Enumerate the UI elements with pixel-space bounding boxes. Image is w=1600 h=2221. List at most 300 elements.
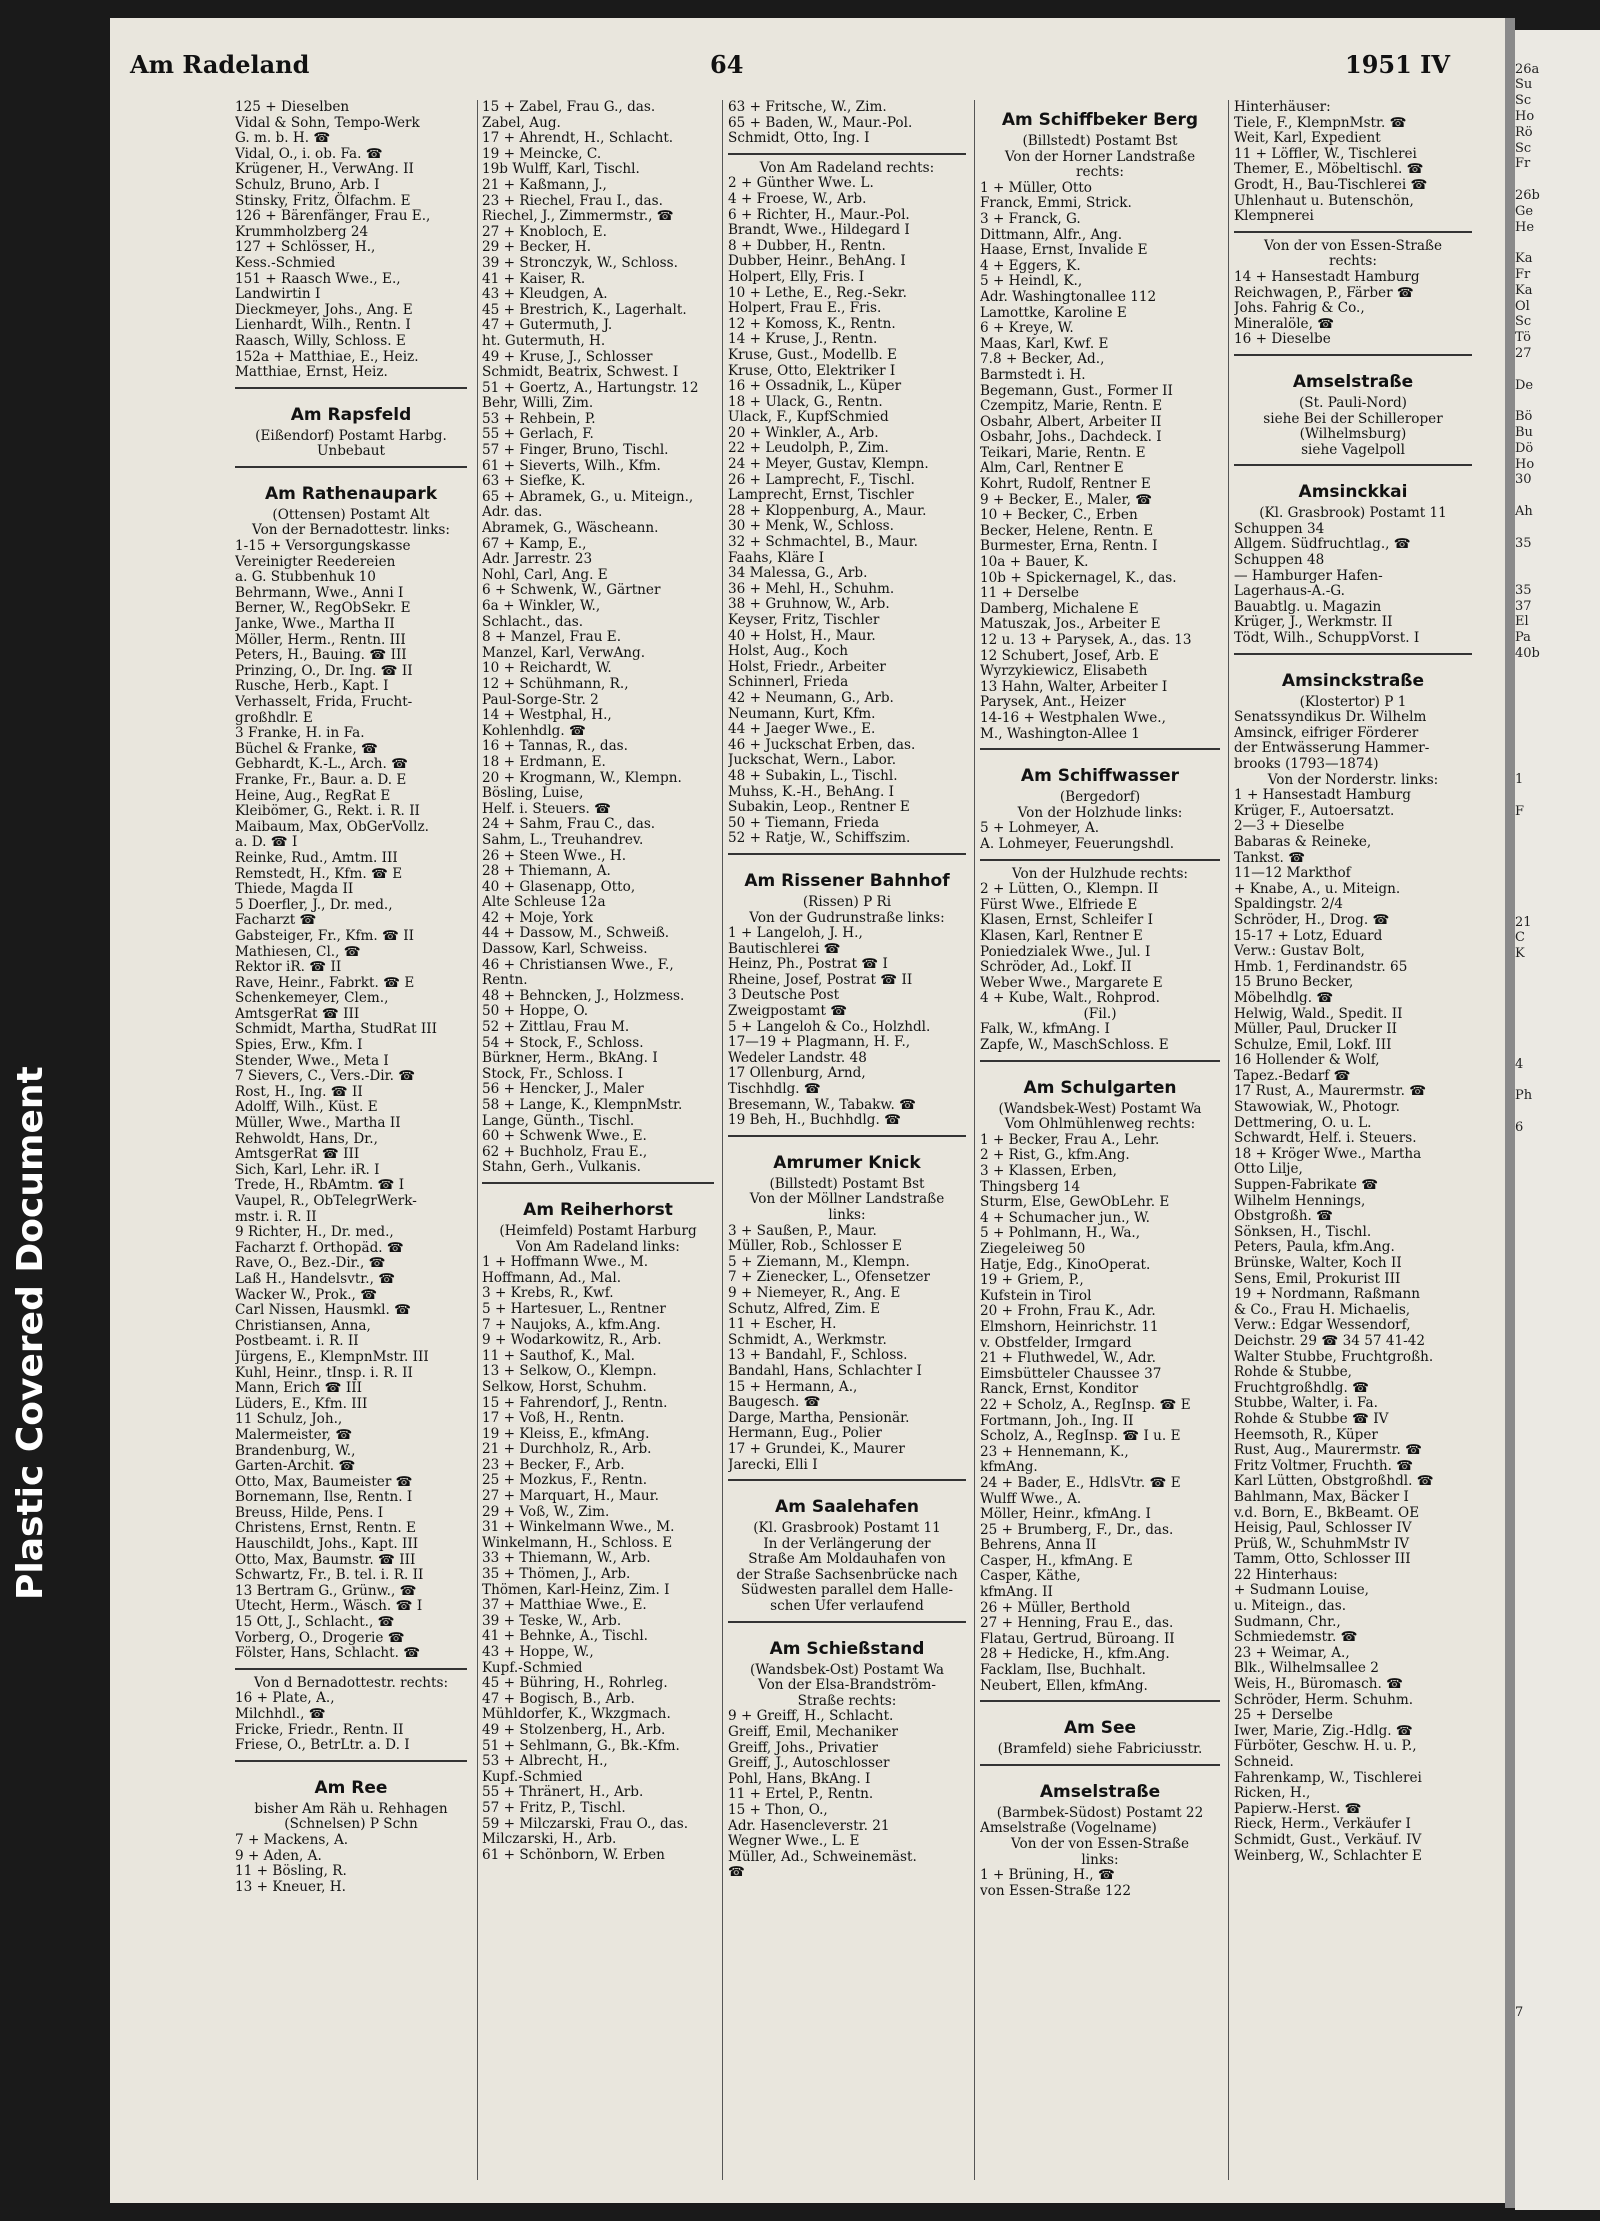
directory-entry: Muhss, K.-H., BehAng. I bbox=[728, 783, 894, 800]
directory-entry: Vaupel, R., ObTelegrWerk- bbox=[235, 1193, 417, 1209]
directory-entry: 22 Hinterhaus: bbox=[1234, 1566, 1338, 1583]
directory-entry: Schlacht., das. bbox=[482, 613, 584, 630]
adjacent-page-text: 35 bbox=[1515, 582, 1532, 598]
directory-entry: 19 + Nordmann, Raßmann bbox=[1234, 1286, 1420, 1303]
directory-entry: Rehwoldt, Hans, Dr., bbox=[235, 1130, 378, 1147]
directory-entry: Alm, Carl, Rentner E bbox=[980, 460, 1124, 477]
directory-entry: 14 + Westphal, H., bbox=[482, 707, 612, 724]
directory-entry: 49 + Stolzenberg, H., Arb. bbox=[482, 1721, 666, 1738]
directory-entry: Laß H., Handelsvtr., ☎ bbox=[235, 1270, 396, 1287]
street-note: (Bramfeld) siehe Fabriciusstr. bbox=[997, 1741, 1203, 1758]
directory-entry: Postbeamt. i. R. II bbox=[235, 1333, 359, 1350]
street-note: In der Verlängerung der bbox=[763, 1535, 931, 1552]
directory-entry: Schneid. bbox=[1234, 1754, 1294, 1770]
directory-entry: Friese, O., BetrLtr. a. D. I bbox=[235, 1737, 410, 1754]
directory-entry: 11 + Sauthof, K., Mal. bbox=[482, 1347, 635, 1364]
directory-entry: 125 + Dieselben bbox=[235, 100, 350, 115]
directory-entry: Möller, Herm., Rentn. III bbox=[235, 631, 406, 648]
street-heading: Amsinckstraße bbox=[1281, 670, 1425, 691]
directory-entry: Faahs, Kläre I bbox=[728, 549, 824, 566]
directory-entry: 41 + Kaiser, R. bbox=[482, 270, 586, 287]
adjacent-page-text bbox=[1515, 1167, 1600, 1183]
directory-entry: brooks (1793—1874) bbox=[1234, 756, 1379, 772]
directory-entry: Tiele, F., KlempnMstr. ☎ bbox=[1234, 114, 1407, 131]
directory-entry: Lagerhaus-A.-G. bbox=[1234, 583, 1345, 600]
directory-entry: Kess.-Schmied bbox=[235, 254, 336, 271]
directory-entry: 11 + Bösling, R. bbox=[235, 1863, 347, 1880]
directory-entry: 10b + Spickernagel, K., das. bbox=[980, 569, 1177, 586]
directory-entry: 44 + Dassow, M., Schweiß. bbox=[482, 925, 670, 942]
directory-entry: Mineralöle, ☎ bbox=[1234, 315, 1335, 332]
directory-entry: 10 + Reichardt, W. bbox=[482, 660, 612, 677]
adjacent-page-text bbox=[1515, 1278, 1600, 1294]
directory-entry: Prinzing, O., Dr. Ing. ☎ II bbox=[235, 662, 413, 679]
adjacent-page-text bbox=[1515, 1136, 1600, 1152]
directory-entry: Adr. Washingtonallee 112 bbox=[980, 288, 1157, 305]
directory-entry: Garten-Archit. ☎ bbox=[235, 1458, 356, 1475]
directory-entry: Fürböter, Geschw. H. u. P., bbox=[1234, 1738, 1417, 1755]
directory-entry: Falk, W., kfmAng. I bbox=[980, 1021, 1110, 1038]
adjacent-page-text: Ge bbox=[1515, 203, 1534, 219]
directory-entry: Fölster, Hans, Schlacht. ☎ bbox=[235, 1645, 421, 1662]
directory-entry: 27 + Henning, Frau E., das. bbox=[980, 1615, 1174, 1632]
directory-entry: 21 + Fluthwedel, W., Adr. bbox=[980, 1350, 1156, 1367]
directory-entry: 34 Malessa, G., Arb. bbox=[728, 565, 868, 582]
directory-entry: Bürkner, Herm., BkAng. I bbox=[482, 1050, 658, 1067]
directory-entry: Behr, Willi, Zim. bbox=[482, 395, 594, 412]
directory-entry: 45 + Brestrich, K., Lagerhalt. bbox=[482, 301, 687, 318]
directory-entry: 43 + Hoppe, W., bbox=[482, 1644, 594, 1660]
directory-entry: 26 + Steen Wwe., H. bbox=[482, 847, 627, 864]
directory-entry: + Knabe, A., u. Miteign. bbox=[1234, 880, 1401, 897]
directory-entry: Rektor iR. ☎ II bbox=[235, 959, 342, 976]
directory-entry: Ranck, Ernst, Konditor bbox=[980, 1381, 1139, 1398]
directory-entry: 15 Bruno Becker, bbox=[1234, 974, 1354, 991]
directory-entry: Deichstr. 29 ☎ 34 57 41-42 bbox=[1234, 1332, 1426, 1349]
directory-entry: Helwig, Wald., Spedit. II bbox=[1234, 1005, 1403, 1022]
directory-entry: 27 + Marquart, H., Maur. bbox=[482, 1488, 659, 1505]
directory-entry: 44 + Jaeger Wwe., E. bbox=[728, 721, 876, 738]
directory-entry: 9 + Niemeyer, R., Ang. E bbox=[728, 1284, 901, 1301]
section-divider bbox=[980, 748, 1220, 756]
adjacent-page-text bbox=[1515, 1815, 1600, 1831]
adjacent-page-text bbox=[1515, 1641, 1600, 1657]
adjacent-page-text: Ho bbox=[1515, 108, 1535, 124]
adjacent-page-text bbox=[1515, 867, 1600, 883]
directory-entry: Hinterhäuser: bbox=[1234, 100, 1331, 115]
directory-entry: Janke, Wwe., Martha II bbox=[235, 616, 395, 633]
directory-entry: von Essen-Straße 122 bbox=[980, 1882, 1131, 1899]
directory-entry: 15 Ott, J., Schlacht., ☎ bbox=[235, 1614, 395, 1631]
directory-entry: 13 + Selkow, O., Klempn. bbox=[482, 1363, 657, 1380]
street-note: (Kl. Grasbrook) Postamt 11 bbox=[753, 1520, 941, 1537]
directory-entry: 4 + Schumacher jun., W. bbox=[980, 1209, 1150, 1226]
directory-entry: 30 + Menk, W., Schloss. bbox=[728, 518, 894, 535]
directory-entry: Rust, Aug., Maurermstr. ☎ bbox=[1234, 1442, 1423, 1459]
directory-entry: Sens, Emil, Prokurist III bbox=[1234, 1270, 1401, 1287]
directory-entry: Barmstedt i. H. bbox=[980, 366, 1086, 383]
directory-entry: 9 + Aden, A. bbox=[235, 1847, 322, 1864]
section-divider bbox=[728, 1621, 966, 1629]
directory-entry: 11 + Derselbe bbox=[980, 585, 1079, 602]
directory-entry: 47 + Bogisch, B., Arb. bbox=[482, 1690, 635, 1707]
adjacent-page-text bbox=[1515, 1468, 1600, 1484]
street-note: (Rissen) P Ri bbox=[802, 893, 892, 910]
directory-entry: Schwartz, Fr., B. tel. i. R. II bbox=[235, 1567, 424, 1584]
directory-entry: Hauschildt, Johs., Kapt. III bbox=[235, 1536, 419, 1553]
street-heading: Am Rissener Bahnhof bbox=[744, 870, 950, 891]
directory-entry: 52 + Zittlau, Frau M. bbox=[482, 1019, 630, 1036]
directory-entry: Rentn. bbox=[482, 972, 528, 989]
header-street-range: Am Radeland bbox=[130, 50, 310, 79]
adjacent-page-text: De bbox=[1515, 377, 1534, 393]
adjacent-page-text bbox=[1515, 1752, 1600, 1768]
directory-entry: Heine, Aug., RegRat E bbox=[235, 787, 391, 804]
directory-entry: Bandahl, Hans, Schlachter I bbox=[728, 1362, 922, 1379]
adjacent-page-text bbox=[1515, 235, 1600, 251]
adjacent-page-text bbox=[1515, 978, 1600, 994]
directory-entry: 21 + Kaßmann, J., bbox=[482, 176, 607, 193]
street-note: Straße Am Moldauhafen von bbox=[748, 1551, 946, 1568]
adjacent-page-text bbox=[1515, 1957, 1600, 1973]
directory-entry: Holpert, Elly, Fris. I bbox=[728, 268, 865, 285]
directory-entry: 1 + Hoffmann Wwe., M. bbox=[482, 1254, 649, 1271]
directory-entry: Rheine, Josef, Postrat ☎ II bbox=[728, 971, 913, 988]
directory-entry: 9 Richter, H., Dr. med., bbox=[235, 1224, 394, 1241]
directory-entry: 17 + Voß, H., Rentn. bbox=[482, 1410, 625, 1427]
street-note: Von Am Radeland links: bbox=[516, 1238, 680, 1255]
directory-entry: M., Washington-Allee 1 bbox=[980, 725, 1140, 742]
directory-entry: v.d. Born, E., BkBeamt. OE bbox=[1234, 1504, 1420, 1521]
directory-entry: Tamm, Otto, Schlosser III bbox=[1234, 1551, 1411, 1568]
directory-entry: 9 + Greiff, H., Schlacht. bbox=[728, 1708, 894, 1725]
directory-entry: 4 + Froese, W., Arb. bbox=[728, 190, 867, 207]
directory-entry: Flatau, Gertrud, Büroang. II bbox=[980, 1630, 1175, 1647]
section-divider bbox=[1234, 653, 1472, 661]
column-divider bbox=[722, 100, 723, 2180]
adjacent-page-text bbox=[1515, 1594, 1600, 1610]
directory-entry: Sturm, Else, GewObLehr. E bbox=[980, 1194, 1170, 1211]
directory-entry: Facklam, Ilse, Buchhalt. bbox=[980, 1662, 1146, 1679]
adjacent-page-text: C bbox=[1515, 930, 1525, 946]
directory-entry: Schulz, Bruno, Arb. I bbox=[235, 176, 380, 193]
directory-entry: Verw.: Gustav Bolt, bbox=[1234, 943, 1365, 960]
adjacent-page-text bbox=[1515, 567, 1600, 583]
street-note: der Straße Sachsenbrücke nach bbox=[736, 1566, 958, 1583]
directory-entry: 14-16 + Westphalen Wwe., bbox=[980, 709, 1166, 726]
directory-entry: 9 + Wodarkowitz, R., Arb. bbox=[482, 1332, 662, 1349]
directory-entry: 10 + Becker, C., Erben bbox=[980, 507, 1138, 524]
directory-entry: 53 + Rehbein, P. bbox=[482, 410, 596, 427]
directory-entry: 51 + Sehlmann, G., Bk.-Kfm. bbox=[482, 1737, 680, 1754]
directory-entry: Darge, Martha, Pensionär. bbox=[728, 1409, 910, 1426]
adjacent-page-text: He bbox=[1515, 219, 1535, 235]
directory-entry: Breuss, Hilde, Pens. I bbox=[235, 1504, 384, 1521]
directory-entry: 12 u. 13 + Parysek, A., das. 13 bbox=[980, 632, 1192, 648]
adjacent-page-text bbox=[1515, 1152, 1600, 1168]
directory-entry: 23 + Becker, F., Arb. bbox=[482, 1456, 625, 1473]
directory-entry: Kupf.-Schmied bbox=[482, 1768, 583, 1785]
street-note: links: bbox=[1081, 1851, 1119, 1868]
adjacent-page-text: Ka bbox=[1515, 251, 1533, 267]
street-note: Von der Gudrunstraße links: bbox=[749, 909, 945, 926]
directory-entry: ht. Gutermuth, H. bbox=[482, 332, 606, 349]
directory-entry: Casper, Käthe, bbox=[980, 1568, 1081, 1585]
adjacent-page-text bbox=[1515, 488, 1600, 504]
directory-entry: Karl Lütten, Obstgroßhdl. ☎ bbox=[1234, 1473, 1434, 1490]
directory-entry: Klasen, Ernst, Schleifer I bbox=[980, 912, 1153, 929]
adjacent-page-text: Ah bbox=[1515, 503, 1533, 519]
directory-column-5 bbox=[1234, 100, 1472, 1864]
directory-entry: Alte Schleuse 12a bbox=[482, 894, 606, 911]
directory-entry: 16 + Dieselbe bbox=[1234, 331, 1331, 348]
directory-entry: 5 + Langeloh & Co., Holzhdl. bbox=[728, 1018, 931, 1035]
street-note: (Fil.) bbox=[1083, 1005, 1117, 1022]
directory-entry: 5 + Heindl, K., bbox=[980, 273, 1083, 290]
directory-entry: 23 + Riechel, Frau I., das. bbox=[482, 192, 663, 209]
directory-entry: Behrens, Anna II bbox=[980, 1537, 1097, 1554]
directory-entry: Wulff Wwe., A. bbox=[980, 1490, 1082, 1507]
directory-entry: 41 + Behnke, A., Tischl. bbox=[482, 1628, 649, 1645]
directory-entry: Thingsberg 14 bbox=[980, 1178, 1081, 1195]
adjacent-page-text bbox=[1515, 520, 1600, 536]
directory-entry: Tankst. ☎ bbox=[1234, 849, 1306, 866]
directory-entry: Vidal & Sohn, Tempo-Werk bbox=[235, 114, 420, 131]
directory-entry: + Sudmann Louise, bbox=[1234, 1582, 1369, 1599]
adjacent-page-text bbox=[1515, 1404, 1600, 1420]
adjacent-page-text bbox=[1515, 1104, 1600, 1120]
directory-entry: 17—19 + Plagmann, H. F., bbox=[728, 1034, 911, 1051]
directory-entry: Reinke, Rud., Amtm. III bbox=[235, 849, 398, 866]
adjacent-page-text bbox=[1515, 1452, 1600, 1468]
directory-entry: Christens, Ernst, Rentn. E bbox=[235, 1520, 416, 1537]
directory-entry: Heemsoth, R., Küper bbox=[1234, 1426, 1378, 1443]
directory-entry: Weis, H., Büromasch. ☎ bbox=[1234, 1676, 1404, 1693]
adjacent-page-text: Rö bbox=[1515, 124, 1533, 140]
street-heading: Am Schießstand bbox=[769, 1638, 925, 1659]
directory-entry: 22 + Leudolph, P., Zim. bbox=[728, 440, 889, 457]
directory-entry: Schwardt, Helf. i. Steuers. bbox=[1234, 1130, 1417, 1147]
directory-entry: Müller, Wwe., Martha II bbox=[235, 1115, 401, 1132]
directory-entry: Kuhl, Heinr., tInsp. i. R. II bbox=[235, 1364, 413, 1381]
street-note: (Barmbek-Südost) Postamt 22 bbox=[996, 1804, 1204, 1821]
directory-entry: 15-17 + Lotz, Eduard bbox=[1234, 927, 1383, 944]
directory-entry: Stahn, Gerh., Vulkanis. bbox=[482, 1159, 641, 1176]
directory-entry: Fricke, Friedr., Rentn. II bbox=[235, 1721, 404, 1738]
directory-entry: 10 + Lethe, E., Reg.-Sekr. bbox=[728, 284, 908, 301]
directory-entry: Kruse, Otto, Elektriker I bbox=[728, 362, 896, 379]
adjacent-page-text bbox=[1515, 1736, 1600, 1752]
directory-entry: der Entwässerung Hammer- bbox=[1234, 740, 1430, 757]
directory-entry: Verw.: Edgar Wessendorf, bbox=[1234, 1317, 1411, 1334]
directory-entry: Winkelmann, H., Schloss. E bbox=[482, 1534, 673, 1551]
directory-entry: Haase, Ernst, Invalide E bbox=[980, 242, 1148, 259]
directory-entry: Bösling, Luise, bbox=[482, 785, 584, 802]
adjacent-page-text bbox=[1515, 883, 1600, 899]
directory-entry: 57 + Finger, Bruno, Tischl. bbox=[482, 442, 669, 459]
directory-entry: 7 Sievers, C., Vers.-Dir. ☎ bbox=[235, 1068, 416, 1085]
directory-entry: 25 + Derselbe bbox=[1234, 1707, 1333, 1724]
directory-entry: 19b Wulff, Karl, Tischl. bbox=[482, 161, 640, 178]
directory-entry: Weit, Karl, Expedient bbox=[1234, 130, 1381, 147]
directory-entry: Sudmann, Chr., bbox=[1234, 1613, 1341, 1630]
directory-entry: 16 + Ossadnik, L., Küper bbox=[728, 378, 902, 395]
directory-entry: 35 + Thömen, J., Arb. bbox=[482, 1566, 631, 1583]
street-note: (Klostertor) P 1 bbox=[1299, 693, 1407, 710]
directory-entry: 10a + Bauer, K. bbox=[980, 554, 1089, 571]
directory-entry: 39 + Teske, W., Arb. bbox=[482, 1612, 622, 1629]
directory-entry: 43 + Kleudgen, A. bbox=[482, 286, 608, 303]
adjacent-page-text bbox=[1515, 1246, 1600, 1262]
directory-entry: 31 + Winkelmann Wwe., M. bbox=[482, 1519, 675, 1536]
directory-entry: 28 + Kloppenburg, A., Maur. bbox=[728, 502, 927, 519]
adjacent-page-text bbox=[1515, 1926, 1600, 1942]
directory-entry: Franke, Fr., Baur. a. D. E bbox=[235, 771, 407, 788]
directory-entry: 5 + Hartesuer, L., Rentner bbox=[482, 1300, 666, 1317]
adjacent-page-text: 7 bbox=[1515, 2004, 1524, 2020]
directory-entry: Kleibömer, G., Rekt. i. R. II bbox=[235, 803, 420, 820]
adjacent-page-text bbox=[1515, 1862, 1600, 1878]
directory-entry: Rave, O., Bez.-Dir., ☎ bbox=[235, 1255, 386, 1272]
directory-entry: Malermeister, ☎ bbox=[235, 1426, 353, 1443]
directory-entry: Brandenburg, W., bbox=[235, 1442, 356, 1459]
directory-entry: mstr. i. R. II bbox=[235, 1208, 317, 1225]
directory-entry: Lamottke, Karoline E bbox=[980, 304, 1127, 321]
directory-entry: 13 + Bandahl, F., Schloss. bbox=[728, 1347, 908, 1364]
directory-entry: Dittmann, Alfr., Ang. bbox=[980, 226, 1123, 243]
adjacent-page-text: Pa bbox=[1515, 630, 1531, 646]
directory-entry: Greiff, J., Autoschlosser bbox=[728, 1755, 890, 1772]
directory-entry: Landwirtin I bbox=[235, 286, 321, 303]
adjacent-page-text bbox=[1515, 1894, 1600, 1910]
directory-entry: 48 + Subakin, L., Tischl. bbox=[728, 767, 898, 784]
adjacent-page-text: Bu bbox=[1515, 424, 1533, 440]
directory-entry: Vorberg, O., Drogerie ☎ bbox=[235, 1629, 405, 1646]
directory-entry: 5 + Ziemann, M., Klempn. bbox=[728, 1253, 910, 1270]
directory-entry: 3 + Saußen, P., Maur. bbox=[728, 1222, 877, 1239]
street-heading: Am Schulgarten bbox=[1023, 1077, 1177, 1098]
directory-entry: Schröder, Herm. Schuhm. bbox=[1234, 1691, 1414, 1708]
directory-entry: AmtsgerRat ☎ III bbox=[235, 1146, 360, 1163]
directory-entry: Fruchtgroßhdlg. ☎ bbox=[1234, 1379, 1370, 1396]
directory-entry: 27 + Knobloch, E. bbox=[482, 223, 607, 240]
directory-entry: a. G. Stubbenhuk 10 bbox=[235, 569, 376, 586]
adjacent-page-text bbox=[1515, 1310, 1600, 1326]
directory-entry: Weber Wwe., Margarete E bbox=[980, 974, 1163, 991]
directory-entry: Hmb. 1, Ferdinandstr. 65 bbox=[1234, 958, 1408, 975]
directory-entry: 50 + Tiemann, Frieda bbox=[728, 814, 880, 831]
street-note: (Heimfeld) Postamt Harburg bbox=[499, 1222, 697, 1239]
directory-entry: 2 + Lütten, O., Klempn. II bbox=[980, 881, 1159, 898]
adjacent-page-text bbox=[1515, 1183, 1600, 1199]
directory-entry: 1 + Langeloh, J. H., bbox=[728, 925, 863, 942]
section-divider bbox=[728, 1479, 966, 1487]
directory-entry: 5 + Lohmeyer, A. bbox=[980, 820, 1100, 837]
directory-entry: Grodt, H., Bau-Tischlerei ☎ bbox=[1234, 176, 1428, 193]
directory-entry: 18 + Ulack, G., Rentn. bbox=[728, 393, 883, 410]
directory-entry: 3 Deutsche Post bbox=[728, 987, 840, 1004]
directory-entry: Heinz, Ph., Postrat ☎ I bbox=[728, 956, 888, 973]
directory-entry: 19 + Griem, P., bbox=[980, 1272, 1084, 1289]
adjacent-page-text: El bbox=[1515, 614, 1529, 630]
directory-entry: 29 + Voß, W., Zim. bbox=[482, 1503, 610, 1520]
adjacent-page-text bbox=[1515, 362, 1600, 378]
directory-entry: Suppen-Fabrikate ☎ bbox=[1234, 1177, 1379, 1194]
directory-entry: 4 + Eggers, K. bbox=[980, 257, 1081, 274]
adjacent-page-text: Sc bbox=[1515, 314, 1532, 330]
directory-entry: 12 + Schühmann, R., bbox=[482, 675, 629, 692]
directory-entry: Allgem. Südfruchtlag., ☎ bbox=[1234, 536, 1411, 553]
directory-entry: Neumann, Kurt, Kfm. bbox=[728, 705, 876, 722]
directory-entry: Franck, Emmi, Strick. bbox=[980, 195, 1132, 212]
directory-entry: 55 + Gerlach, F. bbox=[482, 426, 594, 443]
adjacent-page-text bbox=[1515, 1799, 1600, 1815]
adjacent-page-text: 30 bbox=[1515, 472, 1532, 488]
directory-entry: 1 + Hansestadt Hamburg bbox=[1234, 787, 1411, 804]
directory-entry: Walter Stubbe, Fruchtgroßh. bbox=[1234, 1348, 1434, 1365]
side-label bbox=[10, 1066, 70, 1610]
adjacent-page-text bbox=[1515, 693, 1600, 709]
directory-entry: 13 Bertram G., Grünw., ☎ bbox=[235, 1582, 417, 1599]
directory-entry: Müller, Rob., Schlosser E bbox=[728, 1238, 903, 1255]
directory-entry: Selkow, Horst, Schuhm. bbox=[482, 1378, 647, 1395]
directory-entry: 45 + Bühring, H., Rohrleg. bbox=[482, 1675, 668, 1692]
street-heading: Am Ree bbox=[314, 1777, 388, 1798]
directory-entry: Becker, Helene, Rentn. E bbox=[980, 522, 1154, 539]
directory-entry: Eimsbütteler Chaussee 37 bbox=[980, 1365, 1162, 1382]
directory-entry: Möbelhdlg. ☎ bbox=[1234, 989, 1334, 1006]
directory-entry: Behrmann, Wwe., Anni I bbox=[235, 584, 404, 601]
street-heading: Am Schiffwasser bbox=[1020, 766, 1180, 787]
directory-entry: Subakin, Leop., Rentner E bbox=[728, 799, 910, 816]
directory-entry: Dubber, Heinr., BehAng. I bbox=[728, 253, 906, 270]
directory-entry: Schuppen 34 bbox=[1234, 520, 1325, 537]
directory-entry: 11 + Escher, H. bbox=[728, 1316, 837, 1333]
adjacent-page-text bbox=[1515, 1357, 1600, 1373]
directory-entry: Maibaum, Max, ObGerVollz. bbox=[235, 818, 429, 835]
directory-entry: Iwer, Marie, Zig.-Hdlg. ☎ bbox=[1234, 1722, 1413, 1739]
directory-entry: 19 Beh, H., Buchhdlg. ☎ bbox=[728, 1112, 902, 1129]
directory-entry: 40 + Glasenapp, Otto, bbox=[482, 878, 636, 895]
adjacent-page-text: Fr bbox=[1515, 156, 1531, 172]
directory-entry: Keyser, Fritz, Tischler bbox=[728, 612, 880, 628]
directory-entry: Kohlenhdlg. ☎ bbox=[482, 722, 586, 739]
directory-entry: 33 + Thiemann, W., Arb. bbox=[482, 1550, 651, 1567]
directory-entry: 8 + Dubber, H., Rentn. bbox=[728, 237, 886, 254]
street-note: (Billstedt) Postamt Bst bbox=[1022, 133, 1178, 149]
street-note: Straße rechts: bbox=[797, 1692, 897, 1709]
section-divider bbox=[980, 1700, 1220, 1708]
directory-entry: Senatssyndikus Dr. Wilhelm bbox=[1234, 709, 1427, 726]
street-note: Von der Möllner Landstraße bbox=[749, 1191, 945, 1208]
adjacent-page-text bbox=[1515, 1199, 1600, 1215]
adjacent-page-text bbox=[1515, 757, 1600, 773]
adjacent-page-text bbox=[1515, 1562, 1600, 1578]
directory-entry: AmtsgerRat ☎ III bbox=[235, 1005, 360, 1022]
adjacent-page-text bbox=[1515, 1025, 1600, 1041]
directory-entry: Matthiae, Ernst, Heiz. bbox=[235, 364, 388, 381]
directory-entry: Wyrzykiewicz, Elisabeth bbox=[980, 663, 1148, 680]
street-heading: Amselstraße bbox=[1039, 1781, 1161, 1802]
directory-entry: Lamprecht, Ernst, Tischler bbox=[728, 487, 914, 504]
directory-entry: Zabel, Aug. bbox=[482, 114, 561, 131]
directory-entry: 53 + Albrecht, H., bbox=[482, 1753, 608, 1770]
adjacent-page-text: Ph bbox=[1515, 1088, 1533, 1104]
directory-entry: 5 + Pohlmann, H., Wa., bbox=[980, 1225, 1141, 1242]
directory-entry: 51 + Goertz, A., Hartungstr. 12 bbox=[482, 379, 699, 396]
directory-entry: Heisig, Paul, Schlosser IV bbox=[1234, 1520, 1412, 1537]
adjacent-page-text bbox=[1515, 1941, 1600, 1957]
